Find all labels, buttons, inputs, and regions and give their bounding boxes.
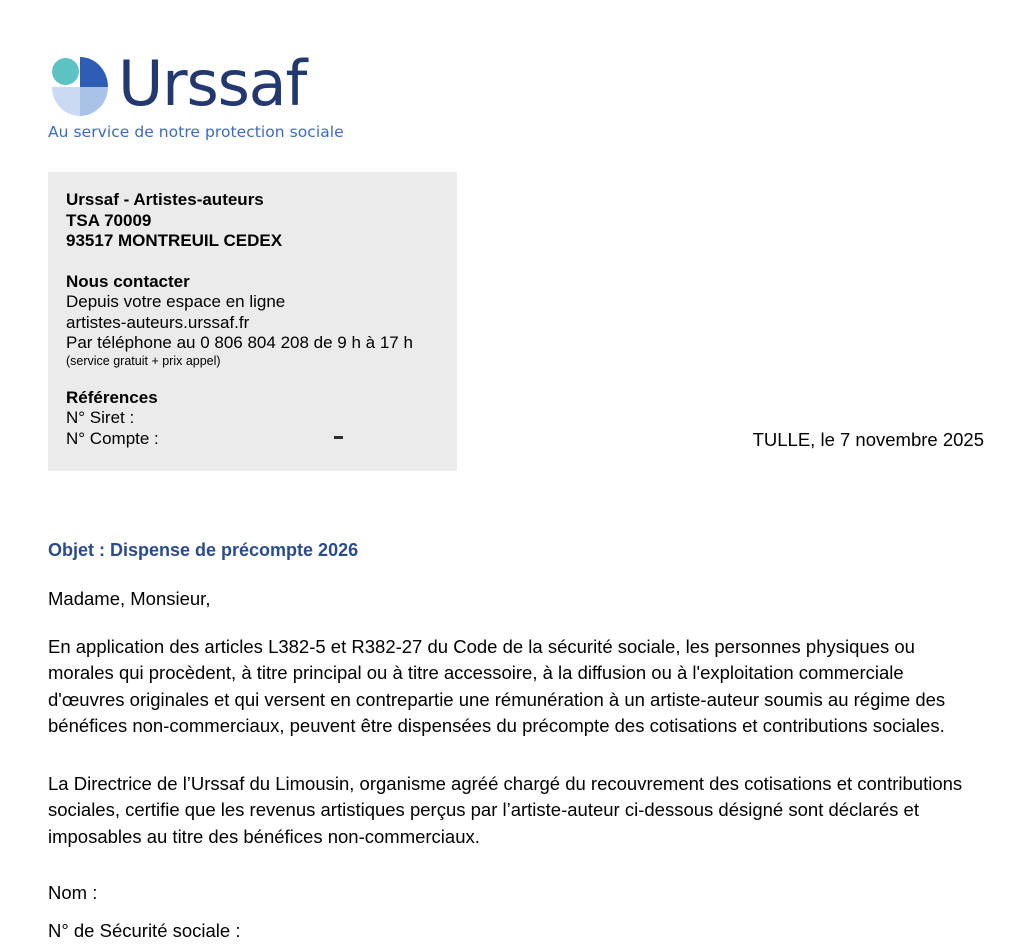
- leaf-quarter-bottom-right-icon: [80, 87, 108, 116]
- logo-wordmark: Urssaf: [118, 47, 307, 120]
- leaf-quarter-top-right-icon: [80, 57, 108, 87]
- salutation: Madame, Monsieur,: [48, 588, 211, 609]
- subject-line: Objet : Dispense de précompte 2026: [48, 540, 359, 560]
- sender-info-panel: [48, 172, 457, 471]
- sender-address-line-2: TSA 70009: [66, 210, 152, 230]
- body-paragraph-2: La Directrice de l’Urssaf du Limousin, organisme agréé chargé du recouvrement des cotisations et contributions sociales, certifie que les revenus artistiques perçus par l’artiste-auteur ci-dessous désigné sont déclarés et imposables au titre des bénéfices non-commerciaux.: [48, 773, 963, 847]
- redaction-mark: [334, 436, 343, 439]
- sender-address-line-3: 93517 MONTREUIL CEDEX: [66, 231, 283, 250]
- reference-siret: N° Siret :: [66, 408, 135, 427]
- reference-compte-label: N° Compte :: [66, 428, 159, 448]
- date-line: TULLE, le 7 novembre 2025: [752, 429, 984, 450]
- contact-heading: Nous contacter: [66, 271, 190, 291]
- urssaf-leaf-mark-icon: [48, 51, 110, 117]
- field-label-nom: Nom :: [48, 882, 98, 903]
- logo-row: [48, 48, 388, 120]
- leaf-circle-top-left-icon: [52, 58, 79, 85]
- logo-tagline: Au service de notre protection sociale: [48, 123, 344, 141]
- contact-online-space: Depuis votre espace en ligne: [66, 292, 286, 311]
- spacer-contact-references: [66, 369, 441, 388]
- contact-website[interactable]: artistes-auteurs.urssaf.fr: [66, 312, 250, 332]
- spacer-address-contact: [66, 252, 441, 272]
- reference-compte-row: [66, 429, 441, 450]
- sender-address-line-1: Urssaf - Artistes-auteurs: [66, 190, 264, 209]
- field-label-securite-sociale: N° de Sécurité sociale :: [48, 920, 241, 941]
- body-paragraph-1: En application des articles L382-5 et R382-27 du Code de la sécurité sociale, les personnes physiques ou morales qui procèdent, à titre principal ou à titre accessoire, à la diffusion ou à l'exploitation commerciale d'œuvres originales et qui versent en contrepartie une rémunération à un artiste-auteur soumis au régime des bénéfices non-commerciaux, peuvent être dispensées du précompte des cotisations et contributions sociales.: [48, 636, 946, 736]
- contact-phone-note: (service gratuit + prix appel): [66, 353, 221, 368]
- leaf-quarter-bottom-left-icon: [52, 87, 80, 116]
- urssaf-logo: [48, 48, 388, 144]
- references-heading: Références: [66, 387, 158, 407]
- contact-phone: Par téléphone au 0 806 804 208 de 9 h à 17 h: [66, 333, 413, 352]
